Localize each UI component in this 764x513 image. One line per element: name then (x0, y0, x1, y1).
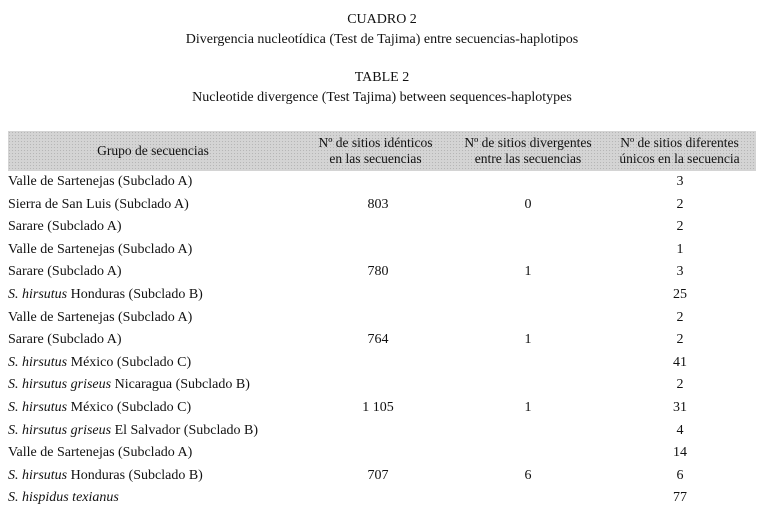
species-name: S. hirsutus (8, 354, 68, 370)
unique-sites-cell: 6 (676, 467, 684, 483)
sequence-group-cell (8, 397, 191, 420)
sequence-location: Sierra de San Luis (Subclado A) (8, 196, 189, 212)
identical-sites-cell: 780 (367, 264, 389, 280)
table-row (8, 352, 756, 375)
header-unique-line-2: únicos en la secuencia (619, 151, 740, 166)
table-row (8, 487, 756, 510)
unique-sites-cell: 2 (676, 196, 684, 212)
table-row (8, 465, 756, 488)
divergent-sites-cell: 1 (524, 399, 532, 415)
divergent-sites-cell: 6 (524, 467, 532, 483)
unique-sites-cell: 2 (676, 332, 684, 348)
unique-sites-cell: 14 (673, 445, 687, 461)
sequence-group-cell (8, 261, 122, 284)
sequence-group-cell (8, 194, 189, 217)
table-label-es: CUADRO 2 (347, 12, 417, 27)
unique-sites-cell: 31 (673, 399, 687, 415)
unique-sites-cell: 2 (676, 309, 684, 325)
sequence-group-cell (8, 239, 192, 262)
table-row (8, 307, 756, 330)
header-divergent-sites (453, 131, 603, 171)
sequence-group-cell (8, 307, 192, 330)
sequence-location: Nicaragua (Subclado B) (111, 377, 250, 393)
sequence-group-cell (8, 465, 203, 488)
header-identical-sites (298, 131, 453, 171)
table-row (8, 374, 756, 397)
table-header (8, 131, 756, 171)
header-identical-line-2: en las secuencias (329, 151, 422, 166)
sequence-group-cell (8, 420, 258, 443)
unique-sites-cell: 41 (673, 354, 687, 370)
table-row (8, 261, 756, 284)
species-name: S. hirsutus griseus (8, 377, 112, 393)
table-caption-en: Nucleotide divergence (Test Tajima) between sequences-haplotypes (192, 90, 572, 105)
table-body (8, 171, 756, 510)
unique-sites-cell: 2 (676, 219, 684, 235)
table-row (8, 284, 756, 307)
sequence-location: Sarare (Subclado A) (8, 264, 122, 280)
divergent-sites-cell: 0 (524, 196, 532, 212)
sequence-location: Valle de Sartenejas (Subclado A) (8, 309, 193, 325)
table-row (8, 397, 756, 420)
unique-sites-cell: 4 (676, 422, 684, 438)
unique-sites-cell: 1 (676, 241, 684, 257)
sequence-group-cell (8, 487, 119, 510)
sequence-location: Valle de Sartenejas (Subclado A) (8, 174, 193, 189)
sequence-location: México (Subclado C) (67, 354, 192, 370)
unique-sites-cell: 25 (673, 286, 687, 302)
table-row (8, 420, 756, 443)
sequence-group-cell (8, 329, 122, 352)
sequence-group-cell (8, 216, 122, 239)
unique-sites-cell: 3 (676, 174, 684, 189)
identical-sites-cell: 803 (367, 196, 389, 212)
divergent-sites-cell: 1 (524, 264, 532, 280)
identical-sites-cell: 1 105 (362, 399, 394, 415)
unique-sites-cell: 3 (676, 264, 684, 280)
species-name: S. hirsutus griseus (8, 422, 112, 438)
sequence-group-cell (8, 442, 192, 465)
table-row (8, 329, 756, 352)
identical-sites-cell: 707 (367, 467, 389, 483)
table-row (8, 216, 756, 239)
table-row (8, 171, 756, 194)
header-divergent-line-1: Nº de sitios divergentes (464, 135, 592, 150)
header-group (8, 131, 298, 171)
sequence-group-cell (8, 284, 203, 307)
header-divergent-line-2: entre las secuencias (474, 151, 582, 166)
unique-sites-cell: 77 (673, 490, 687, 506)
sequence-location: Honduras (Subclado B) (67, 286, 203, 302)
species-name: S. hirsutus (8, 286, 68, 302)
species-name: S. hirsutus (8, 399, 68, 415)
sequence-location: México (Subclado C) (67, 399, 192, 415)
table-caption-block (0, 10, 764, 108)
table-row (8, 239, 756, 262)
caption-spacer (0, 50, 764, 68)
divergent-sites-cell: 1 (524, 332, 532, 348)
sequence-group-cell (8, 374, 250, 397)
species-name: S. hispidus texianus (8, 490, 119, 506)
header-identical-line-1: Nº de sitios idénticos (318, 135, 433, 150)
sequence-location: El Salvador (Subclado B) (111, 422, 259, 438)
sequence-location: Sarare (Subclado A) (8, 332, 122, 348)
table-caption-es: Divergencia nucleotídica (Test de Tajima) entre secuencias-haplotipos (185, 32, 579, 47)
sequence-group-cell (8, 171, 192, 194)
header-unique-line-1: Nº de sitios diferentes (620, 135, 739, 150)
header-unique-sites (603, 131, 756, 171)
divergence-table (8, 131, 756, 510)
sequence-group-cell (8, 352, 191, 375)
table-label-en: TABLE 2 (354, 70, 410, 85)
table-row (8, 442, 756, 465)
table-row (8, 194, 756, 217)
species-name: S. hirsutus (8, 467, 68, 483)
sequence-location: Sarare (Subclado A) (8, 219, 122, 235)
unique-sites-cell: 2 (676, 377, 684, 393)
sequence-location: Honduras (Subclado B) (67, 467, 203, 483)
sequence-location: Valle de Sartenejas (Subclado A) (8, 241, 193, 257)
header-group-line: Grupo de secuencias (97, 143, 209, 158)
sequence-location: Valle de Sartenejas (Subclado A) (8, 445, 193, 461)
identical-sites-cell: 764 (367, 332, 389, 348)
